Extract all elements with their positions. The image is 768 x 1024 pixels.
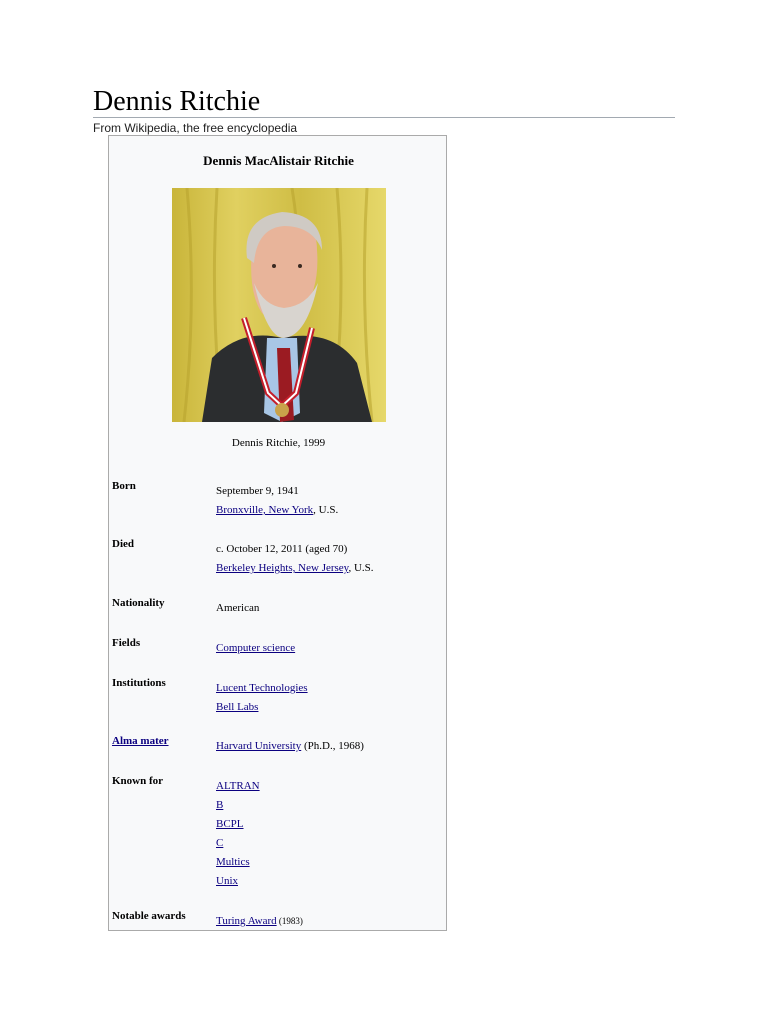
known-for-link[interactable]: BCPL (216, 818, 244, 830)
died-place-link[interactable]: Berkeley Heights, New Jersey (216, 562, 349, 574)
value-notable-awards (216, 912, 303, 931)
label-notable-awards: Notable awards (112, 910, 186, 922)
born-place-link[interactable]: Bronxville, New York (216, 504, 314, 516)
known-for-link[interactable]: B (216, 799, 224, 811)
value-alma-mater (216, 737, 364, 756)
known-for-link[interactable]: C (216, 837, 224, 849)
value-nationality: American (216, 602, 260, 614)
title-divider (93, 117, 675, 118)
value-institutions (216, 679, 308, 717)
born-date: September 9, 1941 (216, 485, 299, 497)
label-fields: Fields (112, 637, 141, 649)
portrait-photo[interactable] (172, 188, 386, 422)
institution-link[interactable]: Lucent Technologies (216, 682, 308, 694)
infobox-name: Dennis MacAlistair Ritchie (203, 153, 354, 168)
alma-mater-suffix: (Ph.D., 1968) (301, 740, 364, 752)
died-place-suffix: , U.S. (348, 562, 374, 574)
page-title: Dennis Ritchie (93, 86, 261, 117)
value-born (216, 482, 338, 520)
label-died: Died (112, 538, 134, 550)
died-date: c. October 12, 2011 (aged 70) (216, 543, 348, 555)
institution-link[interactable]: Bell Labs (216, 701, 259, 713)
label-born: Born (112, 480, 136, 492)
fields-link[interactable]: Computer science (216, 642, 296, 654)
alma-mater-link[interactable]: Harvard University (216, 740, 302, 752)
known-for-link[interactable]: ALTRAN (216, 780, 260, 792)
known-for-link[interactable]: Multics (216, 856, 250, 868)
value-fields (216, 639, 295, 658)
photo-caption: Dennis Ritchie, 1999 (231, 437, 326, 449)
label-institutions: Institutions (112, 677, 166, 689)
award-link[interactable]: Turing Award (216, 915, 277, 927)
known-for-link[interactable]: Unix (216, 875, 238, 887)
infobox (108, 135, 447, 931)
site-tagline: From Wikipedia, the free encyclopedia (93, 121, 298, 135)
value-died (216, 540, 374, 578)
label-known-for: Known for (112, 775, 164, 787)
label-alma-mater (112, 734, 169, 748)
value-known-for (216, 777, 260, 891)
award-year: (1983) (276, 916, 303, 926)
label-nationality: Nationality (112, 597, 165, 609)
born-place-suffix: , U.S. (313, 504, 339, 516)
alma-mater-label-link[interactable]: Alma mater (112, 735, 169, 747)
